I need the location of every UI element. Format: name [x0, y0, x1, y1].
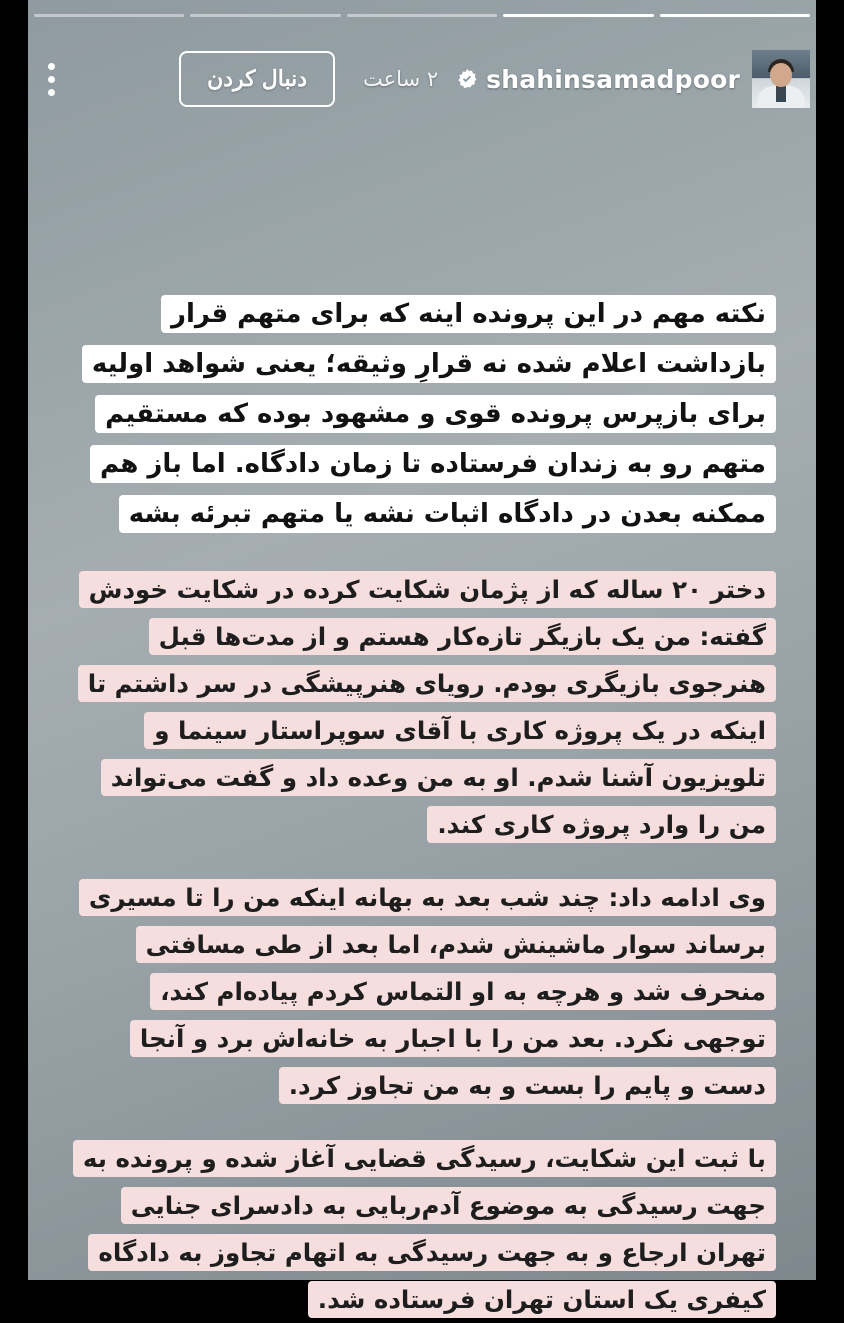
- text-line: هنرجوی بازیگری بودم. رویای هنرپیشگی در سر داشتم تا: [78, 665, 776, 702]
- progress-segment-5[interactable]: [34, 14, 184, 17]
- text-line: دختر ۲۰ ساله که از پژمان شکایت کرده در شکایت خودش: [79, 571, 776, 608]
- text-line: کیفری یک استان تهران فرستاده شد.: [308, 1281, 776, 1318]
- progress-segment-4[interactable]: [190, 14, 340, 17]
- text-block-4: [68, 1135, 776, 1323]
- avatar-collar: [776, 86, 786, 102]
- verified-badge-icon: [456, 68, 478, 90]
- text-line: من را وارد پروژه کاری کند.: [427, 806, 776, 843]
- story-text-content: [68, 290, 776, 1323]
- text-line: وی ادامه داد: چند شب بعد به بهانه اینکه من را تا مسیری: [79, 879, 776, 916]
- text-line: منحرف شد و هرچه به او التماس کردم پیاده‌ام کند،: [150, 973, 776, 1010]
- more-dot-1: [48, 63, 55, 70]
- progress-segment-2[interactable]: [503, 14, 653, 17]
- more-options-icon[interactable]: [34, 56, 68, 102]
- left-black-bar: [0, 0, 28, 1280]
- text-line: نکته مهم در این پرونده اینه که برای متهم قرار: [161, 295, 776, 333]
- text-line: ممکنه بعدن در دادگاه اثبات نشه یا متهم تبرئه بشه: [119, 495, 776, 533]
- more-dot-3: [48, 89, 55, 96]
- story-timestamp: ۲ ساعت: [363, 67, 439, 91]
- story-progress-bar: [34, 14, 810, 17]
- text-line: تهران ارجاع و به جهت رسیدگی به اتهام تجاوز به دادگاه: [88, 1234, 776, 1271]
- text-block-1: [68, 290, 776, 540]
- text-line: اینکه در یک پروژه کاری با آقای سوپراستار سینما و: [144, 712, 776, 749]
- username-label[interactable]: shahinsamadpoor: [486, 64, 740, 94]
- follow-button[interactable]: دنبال کردن: [179, 51, 335, 107]
- more-dot-2: [48, 76, 55, 83]
- text-line: گفته: من یک بازیگر تازه‌کار هستم و از مدت‌ها قبل: [149, 618, 776, 655]
- text-block-2: [68, 566, 776, 848]
- text-line: جهت رسیدگی به موضوع آدم‌ربایی به دادسرای جنایی: [121, 1187, 776, 1224]
- text-line: تلویزیون آشنا شدم. او به من وعده داد و گفت می‌تواند: [101, 759, 776, 796]
- text-line: بازداشت اعلام شده نه قرارِ وثیقه؛ یعنی شواهد اولیه: [82, 345, 776, 383]
- right-black-bar: [816, 0, 844, 1280]
- avatar-head: [770, 63, 792, 87]
- story-header: [34, 44, 810, 114]
- text-line: برساند سوار ماشینش شدم، اما بعد از طی مسافتی: [136, 926, 776, 963]
- text-line: دست و پایم را بست و به من تجاوز کرد.: [279, 1067, 776, 1104]
- text-line: با ثبت این شکایت، رسیدگی قضایی آغاز شده و پرونده به: [73, 1140, 776, 1177]
- text-block-3: [68, 874, 776, 1109]
- text-line: برای بازپرس پرونده قوی و مشهود بوده که مستقیم: [95, 395, 776, 433]
- username-group[interactable]: [456, 65, 740, 94]
- progress-segment-1[interactable]: [660, 14, 810, 17]
- text-line: توجهی نکرد. بعد من را با اجبار به خانه‌اش برد و آنجا: [130, 1020, 776, 1057]
- text-line: متهم رو به زندان فرستاده تا زمان دادگاه. اما باز هم: [90, 445, 776, 483]
- avatar[interactable]: [752, 50, 810, 108]
- progress-segment-3[interactable]: [347, 14, 497, 17]
